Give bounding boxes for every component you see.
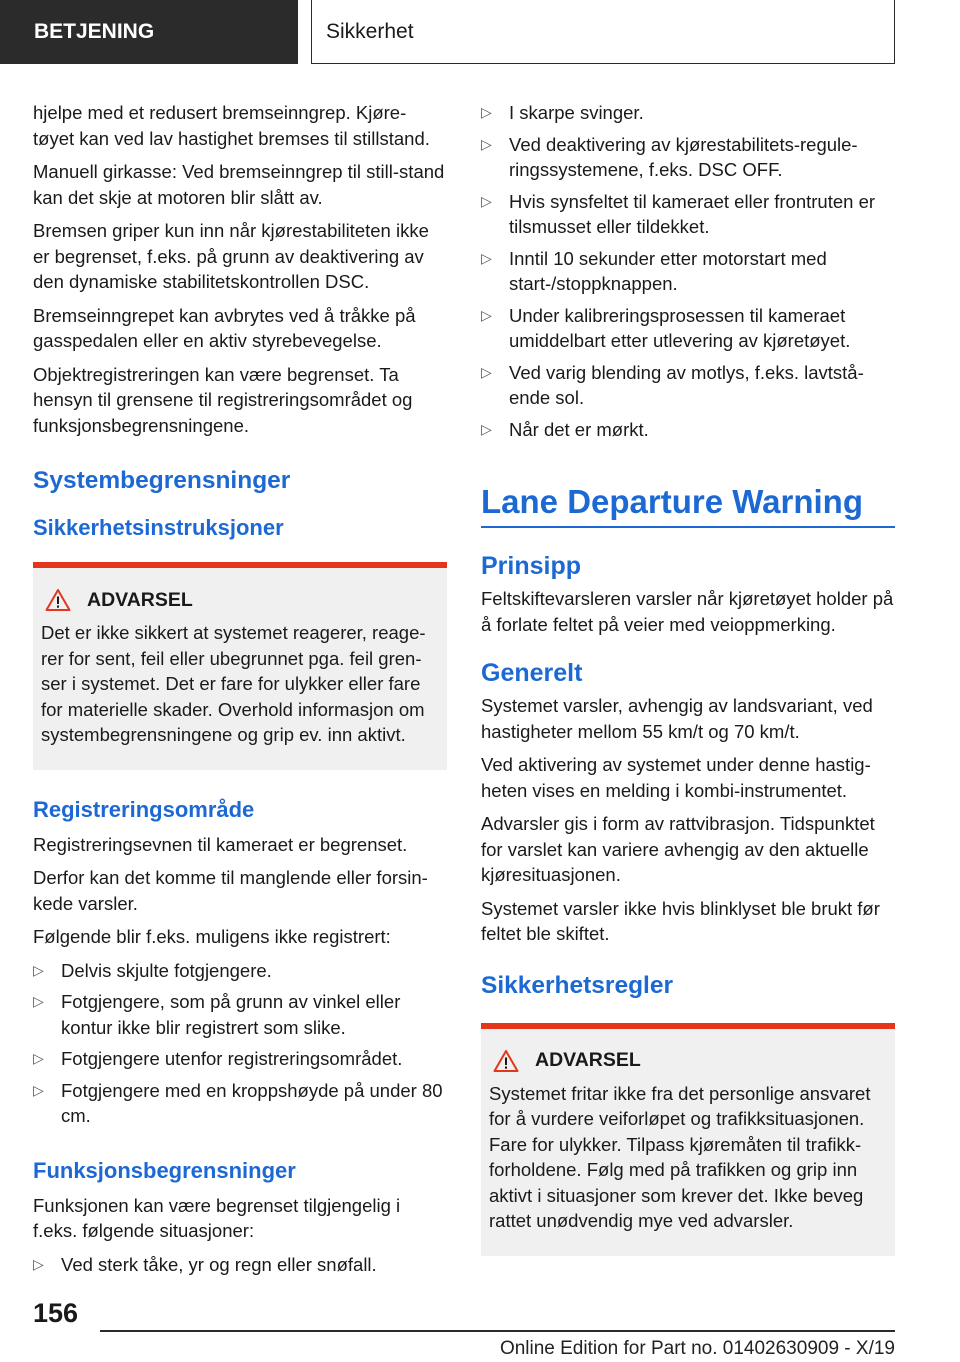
list-item: ▷ Under kalibreringsprosessen til kameraet umiddelbart etter utlevering av kjøretøyet. [481, 304, 851, 351]
list-item: ▷ Ved varig blending av motlys, f.eks. lavtstå-ende sol. [481, 361, 864, 408]
header-topic: Sikkerhet [311, 0, 895, 64]
chapter-title: Lane Departure Warning [481, 482, 895, 528]
paragraph: Ved aktivering av systemet under denne hastig-heten vises en melding i kombi-instrumentet. [481, 754, 871, 801]
paragraph: hjelpe med et redusert bremseinngrep. Kjøre-tøyet kan ved lav hastighet bremses til stillstand. [33, 102, 430, 149]
warning-box [481, 1023, 895, 1256]
paragraph: Feltskiftevarsleren varsler når kjøretøyet holder på å forlate feltet på veier med veioppmerking. [481, 588, 894, 635]
list-item: ▷ Delvis skjulte fotgjengere. [33, 958, 447, 984]
list-item: ▷ Når det er mørkt. [481, 417, 895, 443]
triangle-bullet-icon: ▷ [481, 363, 492, 380]
bullet-list [481, 100, 895, 442]
heading-prinsipp: Prinsipp [481, 552, 582, 580]
paragraph: Systemet varsler ikke hvis blinklyset ble brukt før feltet ble skiftet. [481, 897, 880, 944]
page-number: 156 [33, 1298, 79, 1328]
heading-sikkerhetsinstruksjoner: Sikkerhetsinstruksjoner [33, 515, 284, 540]
paragraph: Derfor kan det komme til manglende eller forsin-kede varsler. [33, 867, 428, 914]
triangle-bullet-icon: ▷ [481, 306, 492, 323]
footer-edition: Online Edition for Part no. 01402630909 - X/19 [499, 1338, 895, 1359]
triangle-bullet-icon: ▷ [33, 1255, 44, 1272]
list-item: ▷ Fotgjengere, som på grunn av vinkel eller kontur ikke blir registrert som slike. [33, 991, 401, 1038]
footer-divider [100, 1330, 895, 1332]
warning-header [41, 588, 439, 612]
warning-triangle-icon [45, 588, 71, 612]
header-section: BETJENING [0, 0, 298, 64]
warning-title: ADVARSEL [535, 1049, 641, 1071]
paragraph: Funksjonen kan være begrenset tilgjengelig i f.eks. følgende situasjoner: [33, 1194, 401, 1241]
paragraph: Manuell girkasse: Ved bremseinngrep til still-stand kan det skje at motoren blir slått av. [33, 161, 445, 208]
list-item: ▷ Inntil 10 sekunder etter motorstart med start-/stoppknappen. [481, 247, 827, 294]
triangle-bullet-icon: ▷ [481, 249, 492, 266]
warning-box [33, 562, 447, 770]
heading-sikkerhetsregler: Sikkerhetsregler [481, 971, 674, 999]
triangle-bullet-icon: ▷ [33, 961, 44, 978]
warning-text: Det er ikke sikkert at systemet reagerer, reage-rer for sent, feil eller ubegrunnet pga. feil gren-ser i systemet. Det er fare for ulykker eller fare for materielle skader. Overhold informasjon om systembegrensningene og grip ev. inn aktivt. [41, 622, 426, 745]
triangle-bullet-icon: ▷ [481, 420, 492, 437]
warning-triangle-icon [493, 1049, 519, 1073]
paragraph: Objektregistreringen kan være begrenset. Ta hensyn til grensene til registreringsområdet og funksjonsbegrensningene. [33, 363, 413, 436]
paragraph: Bremseinngrepet kan avbrytes ved å tråkke på gasspedalen eller en aktiv styrebevegelse. [33, 304, 416, 351]
bullet-list [33, 1252, 447, 1278]
warning-header [489, 1049, 887, 1073]
list-item: ▷ Ved sterk tåke, yr og regn eller snøfall. [33, 1252, 447, 1278]
list-item: ▷ Fotgjengere med en kroppshøyde på under 80 cm. [33, 1079, 443, 1126]
list-item: ▷ Ved deaktivering av kjørestabilitets-regule-ringssystemene, f.eks. DSC OFF. [481, 133, 858, 180]
paragraph: Følgende blir f.eks. muligens ikke registrert: [33, 926, 391, 947]
list-item: ▷ Hvis synsfeltet til kameraet eller frontruten er tilsmusset eller tildekket. [481, 190, 876, 237]
triangle-bullet-icon: ▷ [33, 993, 44, 1009]
warning-text: Systemet fritar ikke fra det personlige ansvaret for å vurdere veiforløpet og trafikksituasjonen. Fare for ulykker. Tilpass kjøremåten til trafikk-forholdene. Følg med på trafikken og grip inn aktivt i situasjoner som krever det. Ikke beveg rattet unødvendig mye ved advarsler. [489, 1082, 871, 1231]
triangle-bullet-icon: ▷ [33, 1050, 44, 1066]
heading-systembegrensninger: Systembegrensninger [33, 467, 291, 494]
triangle-bullet-icon: ▷ [481, 135, 492, 152]
paragraph: Advarsler gis i form av rattvibrasjon. Tidspunktet for varslet kan variere avhengig av den aktuelle kjøresituasjonen. [481, 813, 875, 885]
list-item: ▷ Fotgjengere utenfor registreringsområdet. [33, 1046, 447, 1072]
triangle-bullet-icon: ▷ [33, 1081, 44, 1098]
heading-generelt: Generelt [481, 659, 583, 687]
right-column [481, 100, 895, 1282]
heading-registreringsomrade: Registreringsområde [33, 796, 255, 822]
paragraph: Systemet varsler, avhengig av landsvariant, ved hastigheter mellom 55 km/t og 70 km/t. [481, 695, 873, 742]
paragraph: Registreringsevnen til kameraet er begrenset. [33, 833, 408, 855]
paragraph: Bremsen griper kun inn når kjørestabiliteten ikke er begrenset, f.eks. på grunn av deaktivering av den dynamiske stabilitetskontrollen DSC. [33, 220, 429, 292]
left-column [33, 100, 447, 1285]
heading-funksjonsbegrensninger: Funksjonsbegrensninger [33, 1157, 296, 1183]
bullet-list [33, 958, 447, 1129]
warning-title: ADVARSEL [87, 588, 193, 611]
triangle-bullet-icon: ▷ [481, 104, 492, 120]
list-item: ▷ I skarpe svinger. [481, 100, 895, 126]
triangle-bullet-icon: ▷ [481, 192, 492, 209]
